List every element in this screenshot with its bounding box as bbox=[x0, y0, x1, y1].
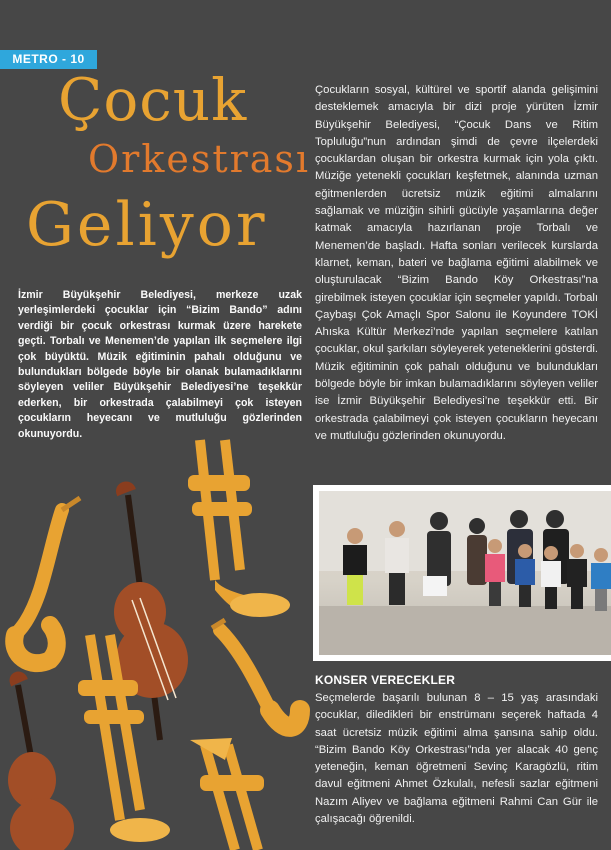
section-heading: KONSER VERECEKLER bbox=[315, 673, 456, 687]
trumpet-icon-3 bbox=[190, 738, 264, 850]
group-photo-image bbox=[319, 491, 611, 655]
lead-paragraph: İzmir Büyükşehir Belediyesi, merkeze uzak yerleşimlerdeki çocuklar için “Bizim Bando” adını verdiği bir çocuk orkestrası kurmak üzere harekete geçti. Torbalı ve Menemen’de yapılan ilk seçmelere ilgi çok büyüktü. Müzik eğitiminin pahalı olduğunu ve bulundukları bölgede böyle bir olanak bulamadıklarını söyleyen veliler Büyükşehir Belediyesi’ne teşekkür ederken, bir orkestrada çalabilmeyi çok isteyen çocukların heyecanı ve mutluluğu gözlerinden okunuyordu. bbox=[18, 289, 302, 440]
saxophone-icon bbox=[14, 498, 80, 663]
group-photo bbox=[313, 485, 611, 661]
saxophone-icon-2 bbox=[212, 620, 300, 727]
page-section-badge: METRO - 10 bbox=[0, 50, 97, 69]
section-body: Seçmelerde başarılı bulunan 8 – 15 yaş arasındaki çocuklar, diledikleri bir enstrümanı seçerek haftada 4 saat ücretsiz müzik eğitimi alma şansına sahip oldu. “Bizim Bando Köy Orkestrası”nda yer alacak 40 genç yeteneğin, keman öğretmeni Sevinç Karagözlü, ritim davul eğitmeni Ahmet Özkulalı, nefesli sazlar eğitmeni Nazım Aliyev ve bağlama eğitmeni Rahmi Can Gür ile çalışacağı öğrenildi. bbox=[315, 692, 598, 826]
violin-icon-2 bbox=[8, 675, 74, 850]
headline-line-1: Çocuk bbox=[58, 66, 248, 134]
headline-line-2: Orkestrası bbox=[88, 137, 311, 181]
children-group-illustration bbox=[319, 491, 611, 655]
trumpet-icon bbox=[188, 440, 290, 617]
instruments-illustration bbox=[0, 380, 310, 850]
article-body: Çocukların sosyal, kültürel ve sportif alanda gelişimini desteklemek amacıyla bir dizi proje yürüten İzmir Büyükşehir Belediyesi, “Çocuk Dans ve Ritim Topluluğu”nun ardından şimdi de çevre ilçelerdeki çocuklardan oluşan bir orkestra kurmak için yola çıktı. Müziğe yetenekli çocukları keşfetmek, alanında uzman eğitmenlerden ücretsiz müzik eğitimi almalarını sağlamak ve müziğin sihirli gücüyle yaşamlarına değer katmak amacıyla hazırlanan proje Torbalı ve Menemen’de başladı. Hafta sonları verilecek kurslarda klarnet, keman, bateri ve bağlama eğitimi alabilmek ve oluşturulacak “Bizim Bando Köy Orkestrası”na girebilmek isteyen çocuklar için seçmeler yapıldı. Torbalı Çaybaşı Çok Amaçlı Spor Salonu ile Koyundere TOKİ Ahıska Kültür Merkezi’nde yapılan seçmelere katılan çocuklar, okul şarkıları söyleyerek yeteneklerini gösterdi. Müzik eğitiminin çok pahalı olduğunu ve bulundukları bölgede böyle bir imkan bulamadıklarını söyleyen veliler ise İzmir Büyükşehir Belediyesi’ne teşekkür etti. Bir orkestrada çalabilmeyi çok isteyen çocukların heyecanı ve mutluluğu gözlerinden okunuyordu. bbox=[315, 84, 598, 442]
headline-line-3: Geliyor bbox=[26, 190, 268, 260]
